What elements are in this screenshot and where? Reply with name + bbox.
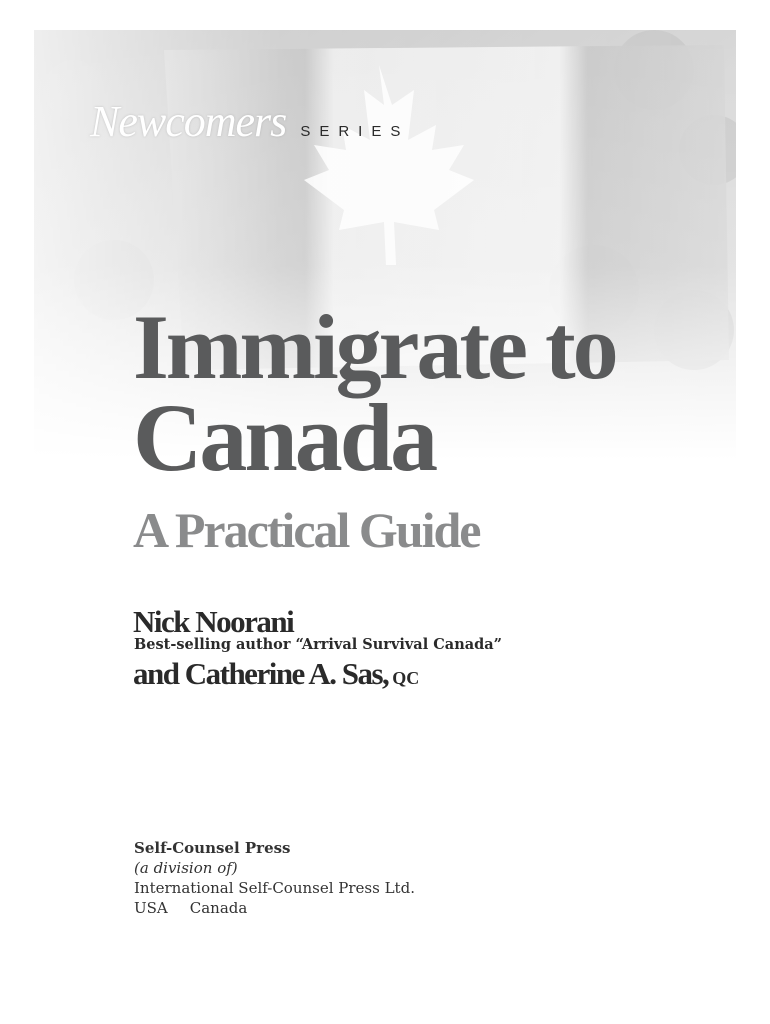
publisher-country: Canada bbox=[189, 899, 248, 917]
publisher-parent: International Self-Counsel Press Ltd. bbox=[134, 879, 415, 897]
title-line-2: Canada bbox=[133, 384, 436, 491]
primary-author: Nick Noorani bbox=[133, 604, 294, 639]
publisher-name: Self-Counsel Press bbox=[134, 839, 291, 857]
series-name: Newcomers bbox=[90, 97, 287, 146]
primary-author-credit: Best-selling author “Arrival Survival Canada” bbox=[134, 636, 503, 653]
publisher-countries bbox=[134, 898, 415, 918]
publisher-division-note: (a division of) bbox=[134, 859, 238, 877]
series-logo bbox=[90, 96, 409, 147]
secondary-author-name: and Catherine A. Sas, bbox=[133, 656, 389, 691]
title-line-1: Immigrate to bbox=[133, 296, 616, 398]
secondary-author-suffix: QC bbox=[392, 668, 420, 688]
secondary-author bbox=[133, 658, 419, 689]
publisher-country: USA bbox=[134, 899, 168, 917]
series-label: SERIES bbox=[300, 123, 410, 140]
publisher-block bbox=[134, 838, 415, 918]
subtitle: A Practical Guide bbox=[133, 502, 480, 558]
